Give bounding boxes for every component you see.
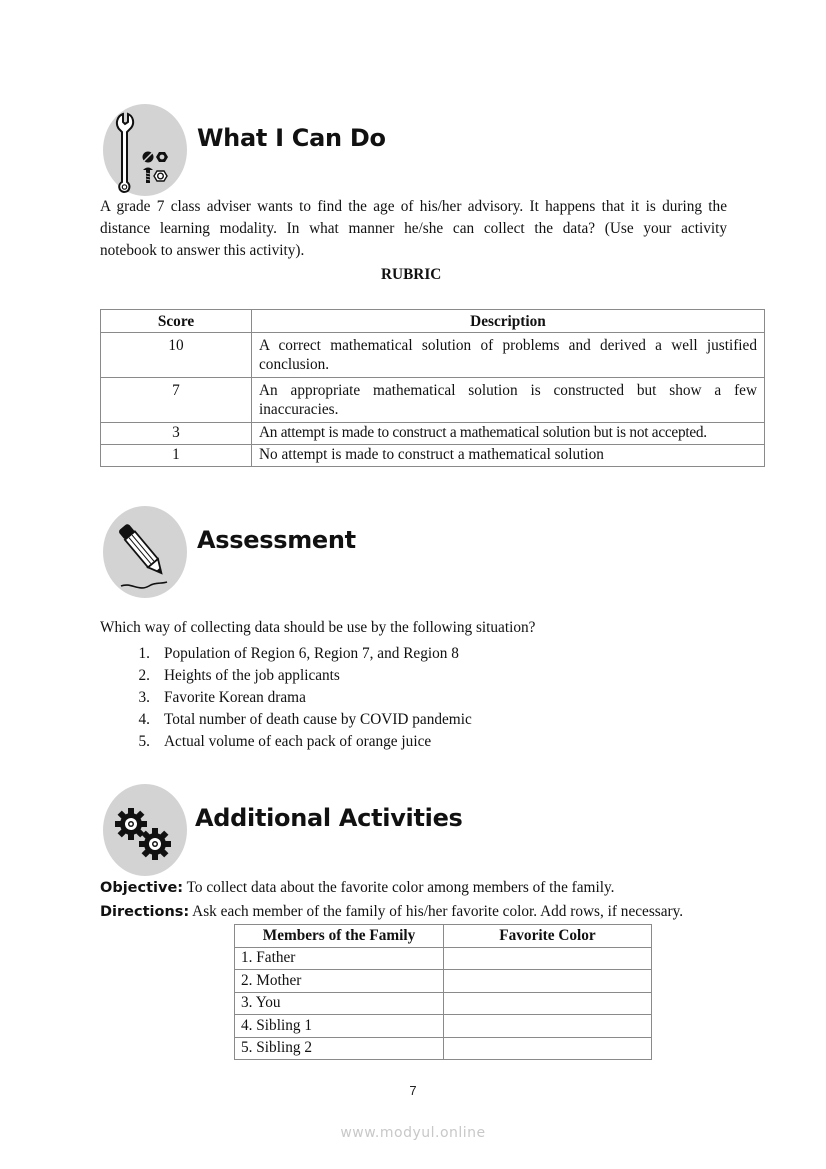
list-item: [100, 643, 472, 665]
table-row: [101, 423, 765, 445]
favorite-color-cell[interactable]: [444, 1037, 652, 1060]
rubric-table: [100, 309, 765, 467]
rubric-header-row: [101, 310, 765, 333]
item-text: Population of Region 6, Region 7, and Region 8: [164, 645, 459, 662]
member-cell: 2. Mother: [235, 970, 444, 993]
table-row: [101, 333, 765, 378]
assessment-question: Which way of collecting data should be use by the following situation?: [100, 619, 536, 636]
member-cell: 1. Father: [235, 947, 444, 970]
activity-prompt: [100, 196, 727, 262]
objective-line: [100, 879, 614, 897]
rubric-score: 7: [101, 378, 252, 423]
rubric-description-line: An appropriate mathematical solution is constructed but show a few: [259, 382, 757, 399]
favorite-color-cell[interactable]: [444, 947, 652, 970]
item-text: Heights of the job applicants: [164, 667, 340, 684]
header-favorite-color: Favorite Color: [444, 925, 652, 948]
activity-prompt-line: notebook to answer this activity).: [100, 242, 305, 259]
table-row: [235, 1015, 652, 1038]
table-row: [235, 992, 652, 1015]
family-header-row: [235, 925, 652, 948]
rubric-description: [252, 378, 765, 423]
list-item: [100, 687, 472, 709]
rubric-header-description: Description: [252, 310, 765, 333]
rubric-title: RUBRIC: [381, 266, 442, 283]
section-title-additional-activities: Additional Activities: [195, 804, 463, 832]
rubric-description-line: A correct mathematical solution of problems and derived a well justified: [259, 337, 757, 354]
table-row: [101, 445, 765, 467]
objective-label: Objective:: [100, 880, 184, 896]
rubric-score: 1: [101, 445, 252, 467]
header-members: Members of the Family: [235, 925, 444, 948]
list-item: [100, 731, 472, 753]
list-item: [100, 665, 472, 687]
table-row: [235, 947, 652, 970]
directions-text: Ask each member of the family of his/her favorite color. Add rows, if necessary.: [189, 903, 684, 920]
rubric-description-line: conclusion.: [259, 356, 330, 373]
rubric-description: An attempt is made to construct a mathematical solution but is not accepted.: [252, 423, 765, 445]
item-number: 5.: [138, 733, 150, 750]
rubric-description: No attempt is made to construct a mathematical solution: [252, 445, 765, 467]
table-row: [235, 970, 652, 993]
watermark: www.modyul.online: [340, 1125, 486, 1141]
rubric-score: 3: [101, 423, 252, 445]
objective-text: To collect data about the favorite color among members of the family.: [183, 879, 615, 896]
favorite-color-cell[interactable]: [444, 970, 652, 993]
wrench-and-bolts-icon: [103, 104, 187, 196]
item-number: 3.: [138, 689, 150, 706]
activity-prompt-line: distance learning modality. In what manner he/she can collect the data? (Use your activity: [100, 220, 727, 237]
directions-label: Directions:: [100, 904, 190, 920]
favorite-color-cell[interactable]: [444, 1015, 652, 1038]
page-number: 7: [409, 1083, 417, 1098]
gears-icon: [103, 784, 187, 876]
item-number: 2.: [138, 667, 150, 684]
favorite-color-cell[interactable]: [444, 992, 652, 1015]
table-row: [235, 1037, 652, 1060]
section-title-assessment: Assessment: [197, 526, 356, 554]
rubric-description: [252, 333, 765, 378]
directions-line: [100, 903, 683, 921]
assessment-list: [100, 643, 472, 753]
favorite-color-table: [234, 924, 652, 1060]
item-text: Favorite Korean drama: [164, 689, 306, 706]
rubric-score: 10: [101, 333, 252, 378]
item-number: 1.: [138, 645, 150, 662]
member-cell: 4. Sibling 1: [235, 1015, 444, 1038]
list-item: [100, 709, 472, 731]
pencil-icon: [103, 506, 187, 598]
item-text: Actual volume of each pack of orange juice: [164, 733, 432, 750]
member-cell: 3. You: [235, 992, 444, 1015]
section-title-what-i-can-do: What I Can Do: [197, 124, 386, 152]
item-text: Total number of death cause by COVID pandemic: [164, 711, 472, 728]
item-number: 4.: [138, 711, 150, 728]
activity-prompt-line: A grade 7 class adviser wants to find the age of his/her advisory. It happens that it is during the: [100, 198, 727, 215]
rubric-header-score: Score: [101, 310, 252, 333]
member-cell: 5. Sibling 2: [235, 1037, 444, 1060]
table-row: [101, 378, 765, 423]
rubric-description-line: inaccuracies.: [259, 401, 339, 418]
